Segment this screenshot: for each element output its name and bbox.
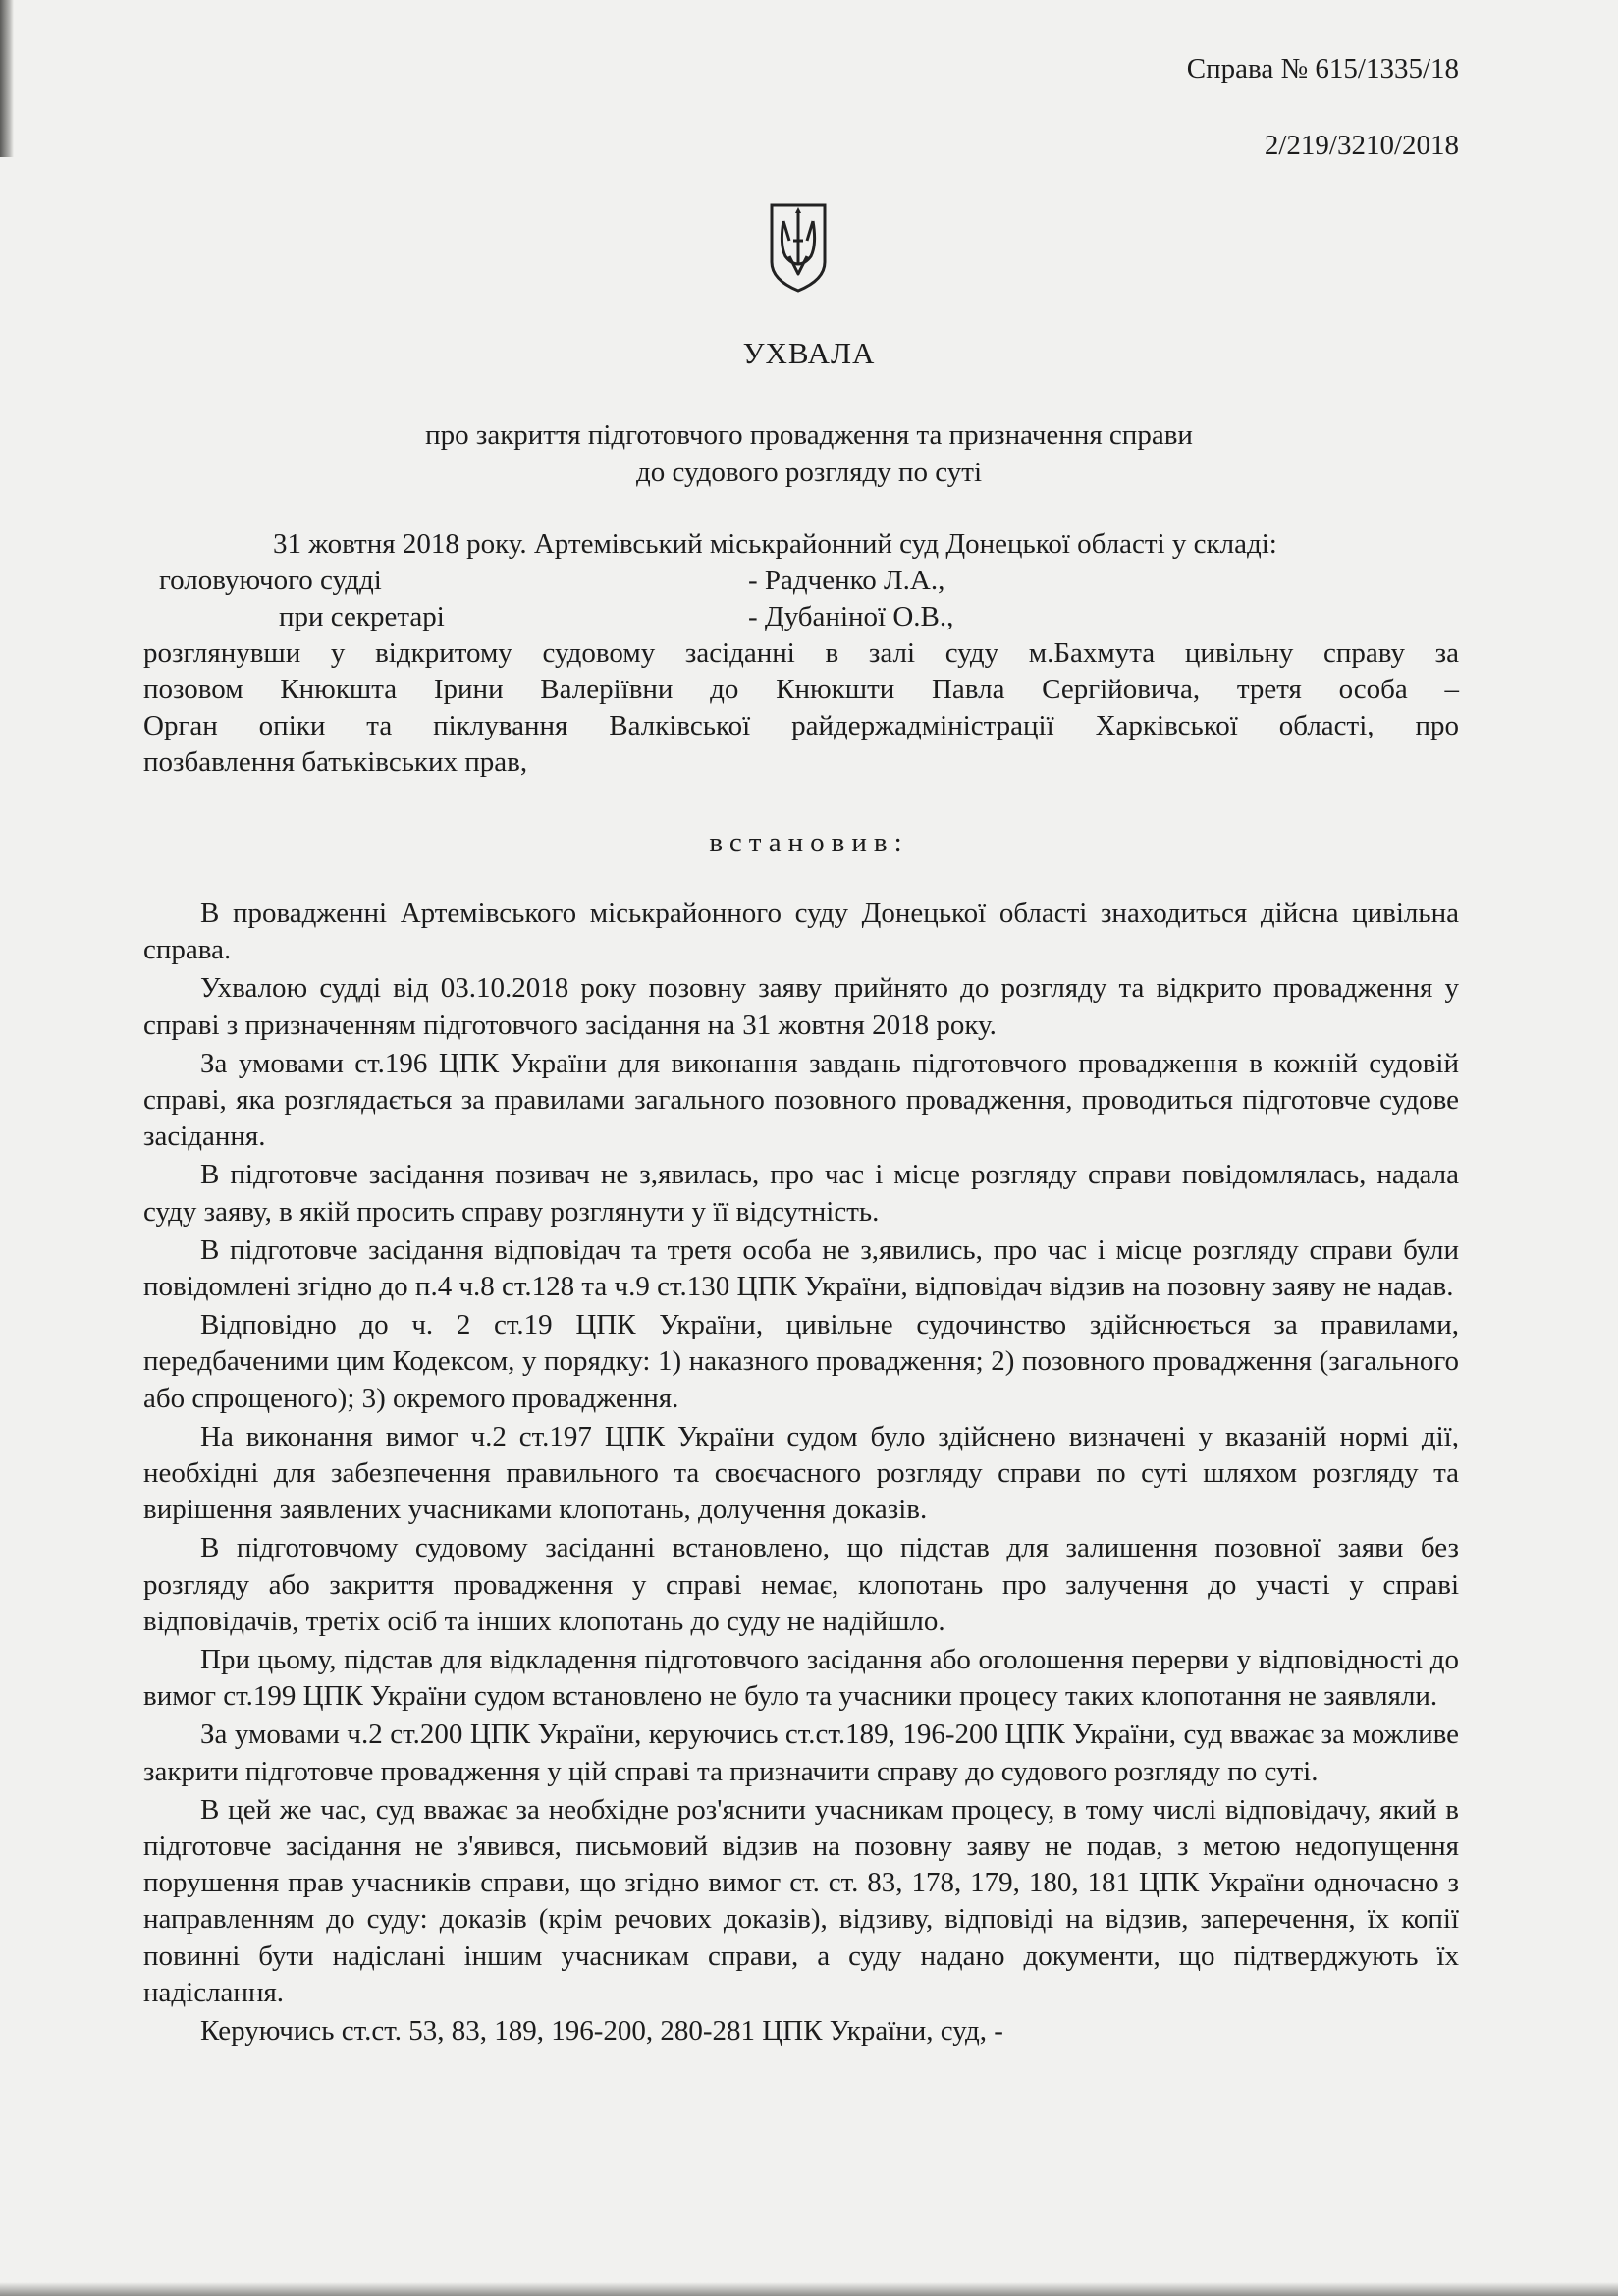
secretary-label: при секретарі [279, 601, 445, 632]
secretary-name: - Дубаніної О.В., [748, 601, 954, 632]
body-paragraph: В підготовче засідання позивач не з,явилась, про час і місце розгляду справи повідомлялась, надала суду заяву, в якій просить справу розглянути у її відсутність. [143, 1159, 1459, 1228]
date-court-line: 31 жовтня 2018 року. Артемівський міськрайонний суд Донецької області у складі: [273, 528, 1277, 560]
body-paragraph: Ухвалою судді від 03.10.2018 року позовну заяву прийнято до розгляду та відкрито провадження у справі з призначенням підготовчого засідання на 31 жовтня 2018 року. [143, 972, 1459, 1041]
subtitle-line-1: про закриття підготовчого провадження та призначення справи [425, 419, 1193, 451]
subtitle-line-2: до судового розгляду по суті [635, 457, 983, 488]
body-paragraph: В провадженні Артемівського міськрайонного суду Донецької області знаходиться дійсна цивільна справа. [143, 898, 1459, 966]
body-paragraph: В підготовчому судовому засіданні встановлено, що підстав для залишення позовної заяви без розгляду або закриття провадження у справі немає, клопотань про залучення до участі у справі відповідачів, третіх осіб та інших клопотань до суду не надійшло. [143, 1532, 1459, 1637]
body-paragraph: В підготовче засідання відповідач та третя особа не з,явились, про час і місце розгляду справи були повідомлені згідно до п.4 ч.8 ст.128 та ч.9 ст.130 ЦПК України, відповідач відзив на позовну заяву не надав. [143, 1233, 1459, 1303]
judge-name: - Радченко Л.А., [748, 565, 945, 596]
scan-edge-shadow [0, 0, 14, 157]
ruling-body [143, 896, 1459, 2051]
intro-line-2: позовом Кнюкшта Ірини Валеріївни до Кнюкшти Павла Сергійовича, третя особа – [143, 674, 1459, 705]
case-number: Справа № 615/1335/18 [1186, 53, 1459, 84]
intro-line-4: позбавлення батьківських прав, [143, 746, 528, 778]
judge-label: головуючого судді [159, 565, 382, 596]
trident-emblem-icon [766, 201, 831, 294]
body-paragraph: За умовами ст.196 ЦПК України для виконання завдань підготовчого провадження в кожній судовій справі, яка розглядається за правилами загального позовного провадження, проводиться підготовче судове засідання. [143, 1047, 1459, 1153]
intro-line-3: Орган опіки та піклування Валківської райдержадміністрації Харківської області, про [143, 710, 1459, 741]
body-paragraph: Керуючись ст.ст. 53, 83, 189, 196-200, 280-281 ЦПК України, суд, - [200, 2015, 1003, 2048]
established-heading: встановив: [709, 827, 909, 858]
body-paragraph: При цьому, підстав для відкладення підготовчого засідання або оголошення перерви у відповідності до вимог ст.199 ЦПК України судом встановлено не було та учасники процесу таких клопотання не заявляли. [143, 1644, 1459, 1713]
body-paragraph: В цей же час, суд вважає за необхідне роз'яснити учасникам процесу, в тому числі відповідачу, який в підготовче засідання не з'явився, письмовий відзив на позовну заяву не подав, з метою недопущення порушення прав учасників справи, що згідно вимог ст. ст. 83, 178, 179, 180, 181 ЦПК України одночасно з направленням до суду: доказів (крім речових доказів), відзиву, відповіді на відзив, заперечення, їх копії повинні бути надіслані іншим учасникам справи, а суду надано документи, що підтверджують їх надіслання. [143, 1793, 1459, 2008]
body-paragraph: За умовами ч.2 ст.200 ЦПК України, керуючись ст.ст.189, 196-200 ЦПК України, суд вважає за можливе закрити підготовче провадження у цій справі та призначити справу до судового розгляду по суті. [143, 1719, 1459, 1787]
registration-number: 2/219/3210/2018 [1264, 130, 1459, 161]
intro-line-1: розглянувши у відкритому судовому засіданні в залі суду м.Бахмута цивільну справу за [143, 637, 1459, 669]
document-title: УХВАЛА [742, 336, 876, 370]
scan-bottom-shadow [0, 2282, 1618, 2296]
body-paragraph: Відповідно до ч. 2 ст.19 ЦПК України, цивільне судочинство здійснюється за правилами, передбаченими цим Кодексом, у порядку: 1) наказного провадження; 2) позовного провадження (загального або спрощеного); 3) окремого провадження. [143, 1309, 1459, 1414]
body-paragraph: На виконання вимог ч.2 ст.197 ЦПК України судом було здійснено визначені у вказаній нормі дії, необхідні для забезпечення правильного та своєчасного розгляду справи по суті шляхом розгляду та вирішення заявлених учасниками клопотань, долучення доказів. [143, 1420, 1459, 1526]
document-subtitle [0, 416, 1618, 491]
